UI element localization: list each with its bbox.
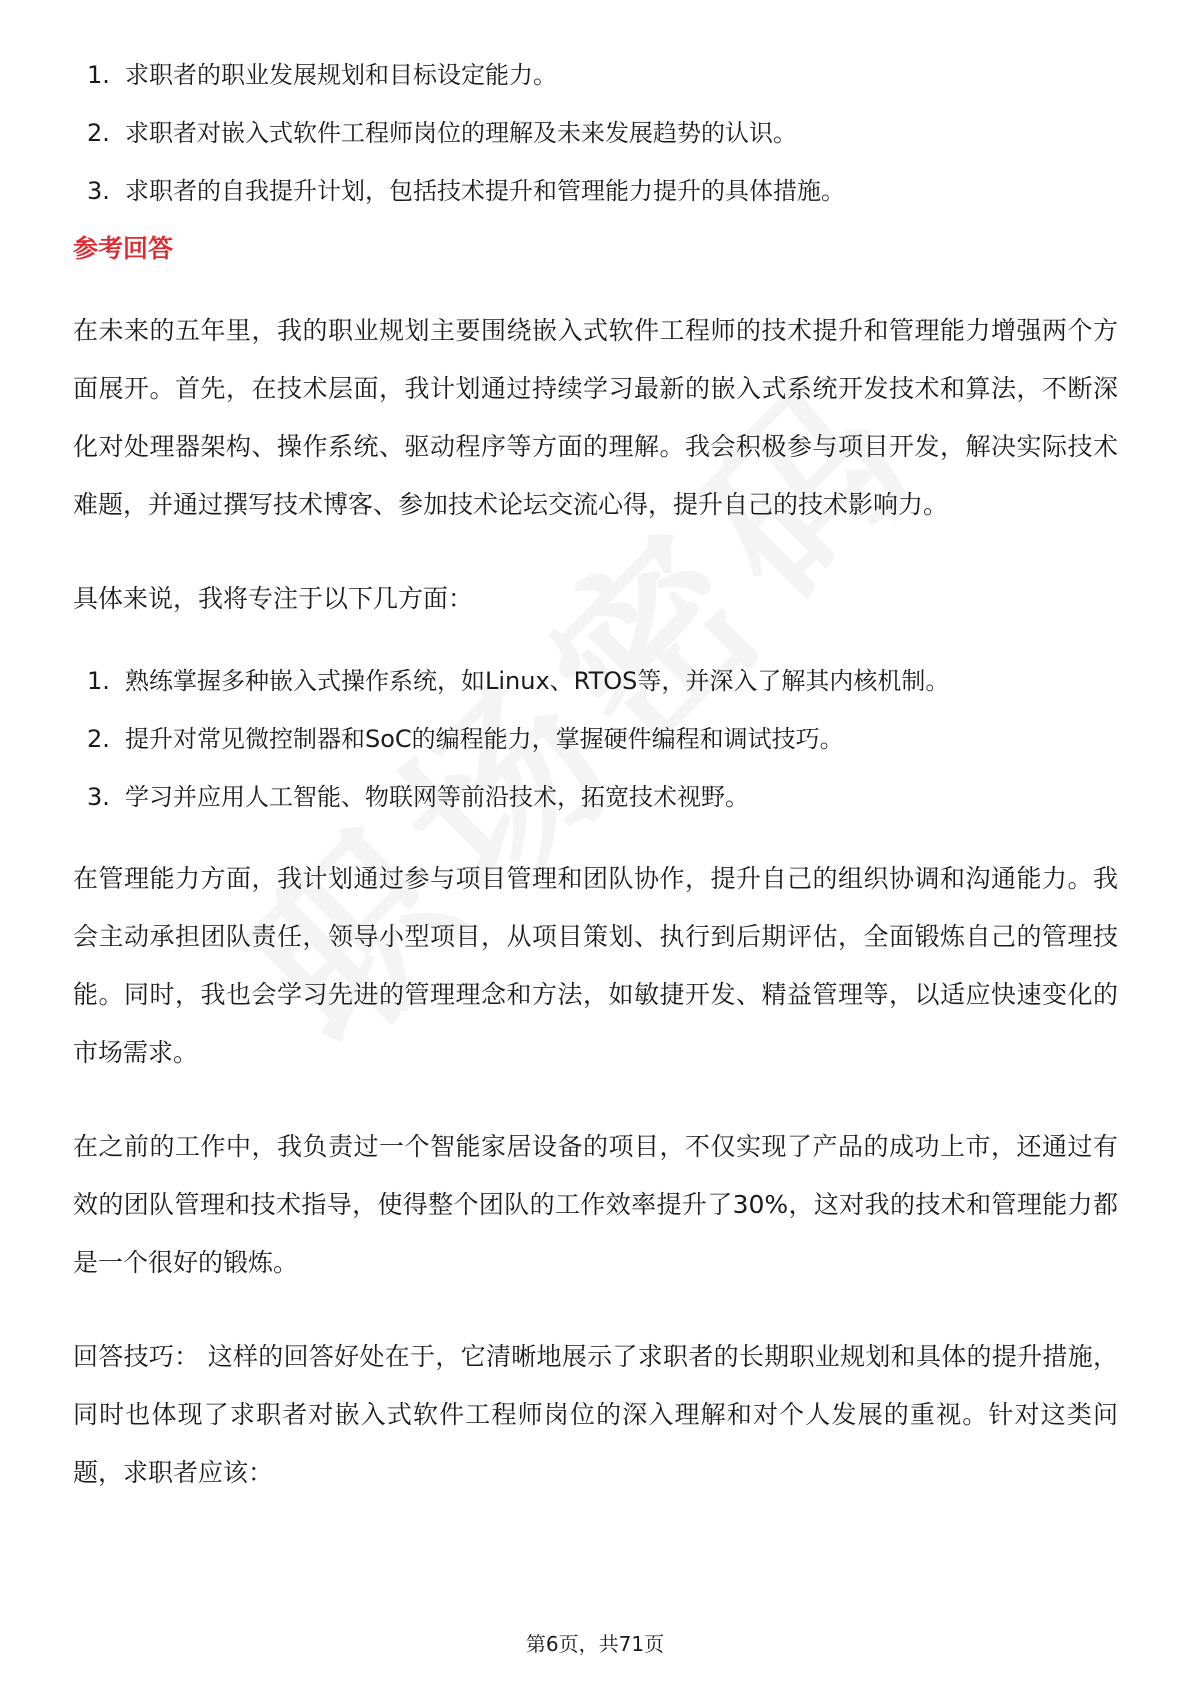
list-text: 求职者的职业发展规划和目标设定能力。: [125, 61, 557, 89]
list-number: 1.: [87, 61, 110, 89]
paragraph-management: 在管理能力方面，我计划通过参与项目管理和团队协作，提升自己的组织协调和沟通能力。我会主动承担团队责任，领导小型项目，从项目策划、执行到后期评估，全面锻炼自己的管理技能。同时，我也会学习先进的管理理念和方法，如敏捷开发、精益管理等，以适应快速变化的市场需求。: [73, 864, 1118, 1067]
list-text: 学习并应用人工智能、物联网等前沿技术，拓宽技术视野。: [125, 783, 749, 811]
list-text: 熟练掌握多种嵌入式操作系统，如Linux、RTOS等，并深入了解其内核机制。: [125, 667, 950, 695]
list-item: [73, 174, 1118, 208]
paragraph-answer-tips: 回答技巧： 这样的回答好处在于，它清晰地展示了求职者的长期职业规划和具体的提升措施，同时也体现了求职者对嵌入式软件工程师岗位的深入理解和对个人发展的重视。针对这类问题，求职者应该：: [73, 1342, 1118, 1487]
list-text: 求职者对嵌入式软件工程师岗位的理解及未来发展趋势的认识。: [125, 119, 797, 147]
list-item: [73, 722, 1118, 756]
list-item: [73, 58, 1118, 92]
list-number: 3.: [87, 783, 110, 811]
list-number: 2.: [87, 725, 110, 753]
list-text: 提升对常见微控制器和SoC的编程能力，掌握硬件编程和调试技巧。: [125, 725, 844, 753]
list-text: 求职者的自我提升计划，包括技术提升和管理能力提升的具体措施。: [125, 177, 845, 205]
list-number: 1.: [87, 667, 110, 695]
list-item: [73, 664, 1118, 698]
list-number: 2.: [87, 119, 110, 147]
paragraph-experience: 在之前的工作中，我负责过一个智能家居设备的项目，不仅实现了产品的成功上市，还通过有效的团队管理和技术指导，使得整个团队的工作效率提升了30%，这对我的技术和管理能力都是一个很好的锻炼。: [73, 1132, 1118, 1277]
paragraph-career-plan: 在未来的五年里，我的职业规划主要围绕嵌入式软件工程师的技术提升和管理能力增强两个方面展开。首先，在技术层面，我计划通过持续学习最新的嵌入式系统开发技术和算法，不断深化对处理器架构、操作系统、驱动程序等方面的理解。我会积极参与项目开发，解决实际技术难题，并通过撰写技术博客、参加技术论坛交流心得，提升自己的技术影响力。: [73, 316, 1118, 519]
list-number: 3.: [87, 177, 110, 205]
paragraph-focus-intro: 具体来说，我将专注于以下几方面：: [73, 584, 474, 613]
question-list: [73, 58, 1118, 208]
list-item: [73, 780, 1118, 814]
answer-heading: 参考回答: [73, 234, 174, 263]
page-content: [73, 58, 1118, 1538]
page-footer: 第6页，共71页: [525, 1632, 665, 1656]
focus-list: [73, 664, 1118, 814]
list-item: [73, 116, 1118, 150]
